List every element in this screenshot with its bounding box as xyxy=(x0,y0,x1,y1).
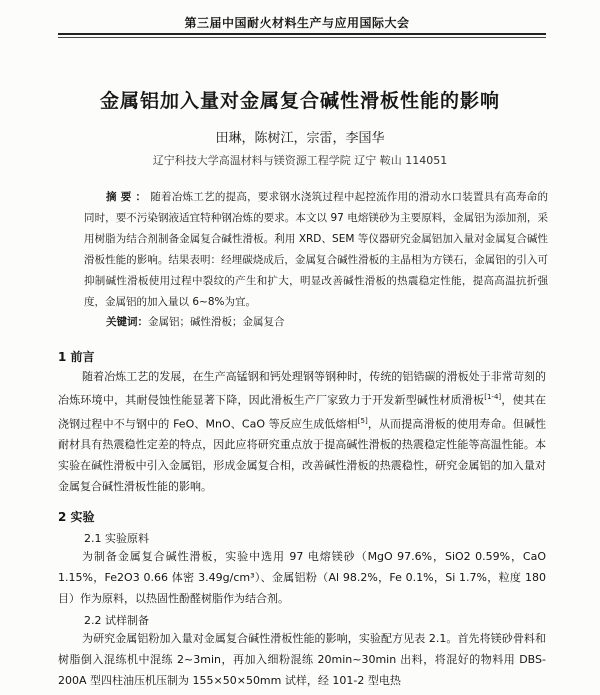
header-rule xyxy=(58,33,546,35)
header-rule-thin xyxy=(58,37,546,38)
running-header: 第三届中国耐火材料生产与应用国际大会 xyxy=(184,16,410,30)
intro-text-a: 随着冶炼工艺的发展，在生产高锰钢和钙处理钢等钢种时，传统的铝锆碳的滑板处于非常苛刻的冶炼环境中，其耐侵蚀性能显著下降，因此滑板生产厂家致力于开发新型碱性材质滑板 xyxy=(58,370,546,407)
authors: 田琳，陈树江，宗雷，李国华 xyxy=(215,131,385,146)
affiliation: 辽宁科技大学高温材料与镁资源工程学院 辽宁 鞍山 114051 xyxy=(152,154,448,167)
intro-text-b: ，使其在浇钢过程中不与钢中的 FeO、MnO、CaO 等反应生成低熔相 xyxy=(58,393,547,431)
keywords-label: 关键词： xyxy=(106,316,148,328)
section-heading-intro: 1 前言 xyxy=(58,350,95,364)
subsection-heading-sample-prep: 2.2 试样制备 xyxy=(84,614,149,627)
intro-text-c: ，从而提高滑板的使用寿命。但碱性耐材具有热震稳性定差的特点，因此应将研究重点放于提高碱性滑板的热震稳定性能等高温性能。本实验在碱性滑板中引入金属铝，形成金属复合相，改善碱性滑板的热震稳性，研究金属铝的加入量对金属复合碱性滑板性能的影响。 xyxy=(58,417,547,494)
abstract-label: 摘要： xyxy=(106,191,151,203)
keywords xyxy=(106,314,546,329)
abstract xyxy=(84,187,548,313)
sample-prep-paragraph: 为研究金属铝粉加入量对金属复合碱性滑板性能的影响，实验配方见表 2.1。首先将镁砂骨料和树脂倒入混练机中混练 2~3min，再加入细粉混练 20min~30min 出料，将混好的物料用 DBS-200A 型四柱油压机压制为 155×50×50mm 试样，经 101-2 型电热 xyxy=(58,632,546,687)
materials-paragraph: 为制备金属复合碱性滑板，实验中选用 97 电熔镁砂（MgO 97.6%，SiO2 0.59%，CaO 1.15%，Fe2O3 0.66 体密 3.49g/cm³）、金属铝粉（Al 98.2%，Fe 0.1%，Si 1.7%，粒度 180 目）作为原料，以热固性酚醛树脂作为结合剂。 xyxy=(58,550,546,605)
citation-ref: [1-4] xyxy=(484,393,502,401)
subsection-heading-materials: 2.1 实验原料 xyxy=(84,532,149,545)
citation-ref: [5] xyxy=(357,416,368,425)
abstract-text: 随着冶炼工艺的提高，要求钢水浇筑过程中起控流作用的滑动水口装置具有高寿命的同时，要不污染钢液适宜特种钢冶炼的要求。本文以 97 电熔镁砂为主要原料，金属铝为添加剂，采用树脂为结合剂制备金属复合碱性滑板。利用 XRD、SEM 等仪器研究金属铝加入量对金属复合碱性滑板性能的影响。结果表明：经埋碳烧成后，金属复合碱性滑板的主晶相为方镁石，金属铝的引入可抑制碱性滑板使用过程中裂纹的产生和扩大，明显改善碱性滑板的热震稳定性能，提高高温抗折强度，金属铝的加入量以 6~8%为宜。 xyxy=(84,191,549,308)
paper-title: 金属铝加入量对金属复合碱性滑板性能的影响 xyxy=(99,90,500,112)
section-heading-experiment: 2 实验 xyxy=(58,510,95,524)
keywords-text: 金属铝；碱性滑板；金属复合 xyxy=(148,316,285,328)
intro-paragraph xyxy=(58,366,546,497)
